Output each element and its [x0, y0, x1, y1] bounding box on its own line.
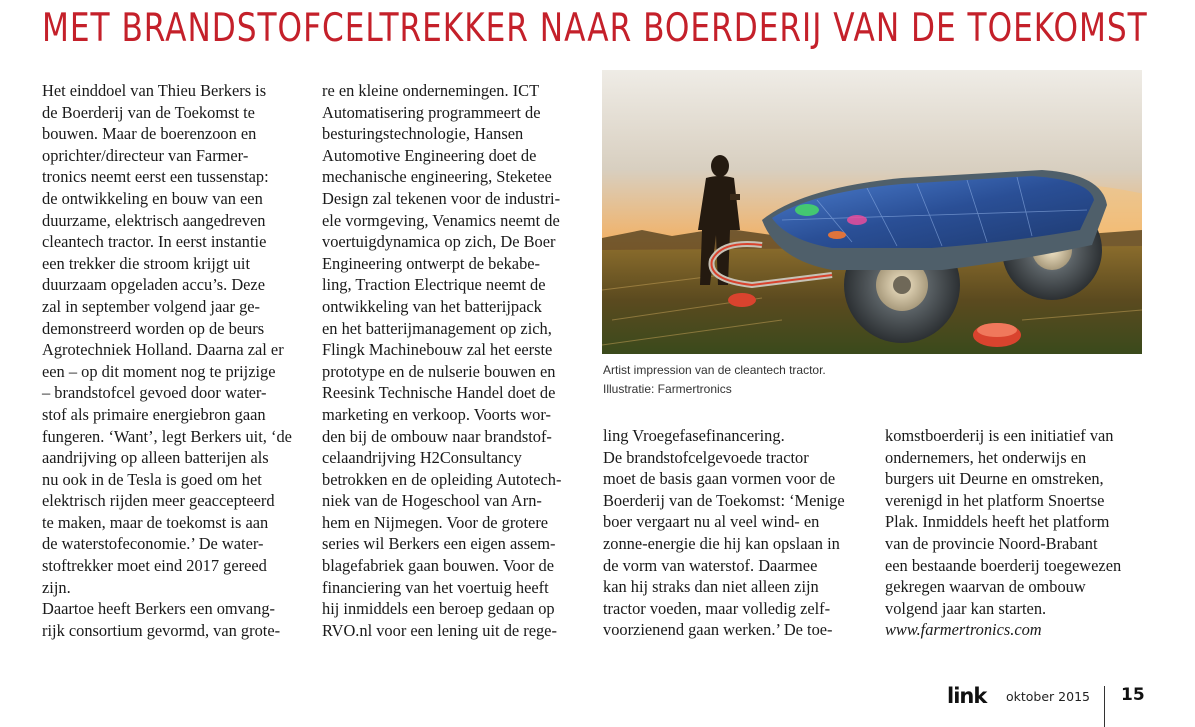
text-line: re en kleine ondernemingen. ICT: [322, 81, 540, 100]
text-line: RVO.nl voor een lening uit de rege-: [322, 620, 557, 640]
text-line: financiering van het voertuig heeft: [322, 577, 549, 597]
text-line: Automatisering programmeert de: [322, 102, 541, 122]
text-line: ling Vroegefasefinancering.: [603, 426, 785, 445]
text-line: fungeren. ‘Want’, legt Berkers uit, ‘de: [42, 426, 292, 446]
text-line: elektrisch rijden meer geaccepteerd: [42, 491, 275, 511]
text-line: Design zal tekenen voor de industri-: [322, 188, 561, 208]
caption-credit: Illustratie: Farmertronics: [603, 382, 732, 396]
text-line: rijk consortium gevormd, van grote-: [42, 620, 281, 640]
text-line: niek van de Hogeschool van Arn-: [322, 491, 542, 511]
text-line: volgend jaar kan starten.: [885, 598, 1047, 618]
text-line: Engineering ontwerpt de bekabe-: [322, 253, 541, 273]
text-line: hij inmiddels een beroep gedaan op: [322, 599, 555, 619]
text-line: zal in september volgend jaar ge-: [42, 296, 260, 316]
text-line: Het einddoel van Thieu Berkers is: [42, 81, 267, 100]
text-line: te maken, maar de toekomst is aan: [42, 512, 269, 532]
text-line: ele vormgeving, Venamics neemt de: [322, 210, 560, 230]
text-line: – brandstofcel gevoed door water-: [42, 383, 267, 403]
text-line: boer vergaart nu al veel wind- en: [603, 512, 820, 532]
text-line: bouwen. Maar de boerenzoon en: [42, 124, 257, 144]
text-line: de Boerderij van de Toekomst te: [42, 102, 255, 122]
text-line: gekregen waarvan de ombouw: [885, 577, 1086, 597]
text-line: Automotive Engineering doet de: [322, 145, 537, 165]
issue-date: oktober 2015: [1006, 689, 1090, 704]
text-line: tractor voeden, maar volledig zelf-: [603, 598, 831, 618]
text-column-4: [885, 425, 1145, 641]
text-line: duurzaam opgeladen accu’s. Deze: [42, 275, 265, 295]
text-line: besturingstechnologie, Hansen: [322, 124, 524, 144]
text-line: mechanische engineering, Steketee: [322, 167, 552, 187]
text-line: tronics neemt eerst een tussenstap:: [42, 167, 269, 187]
text-line: aandrijving op alleen batterijen als: [42, 448, 269, 468]
text-line: Flingk Machinebouw zal het eerste: [322, 340, 553, 360]
text-line: series wil Berkers een eigen assem-: [322, 534, 556, 554]
text-line: betrokken en de opleiding Autotech-: [322, 469, 562, 489]
text-line: Agrotechniek Holland. Daarna zal er: [42, 340, 284, 360]
figure-caption: [603, 361, 826, 399]
text-column-2: [322, 80, 582, 641]
text-line: stof als primaire energiebron gaan: [42, 404, 266, 424]
website-link[interactable]: www.farmertronics.com: [885, 620, 1042, 640]
text-line: burgers uit Deurne en omstreken,: [885, 469, 1104, 489]
text-line: Plak. Inmiddels heeft het platform: [885, 512, 1110, 532]
text-line: verenigd in het platform Snoertse: [885, 490, 1105, 510]
tractor-illustration: [602, 70, 1142, 354]
text-line: kan hij straks dan niet alleen zijn: [603, 577, 819, 597]
text-line: Boerderij van de Toekomst: ‘Menige: [603, 490, 845, 510]
text-line: demonstreerd worden op de beurs: [42, 318, 265, 338]
text-line: hem en Nijmegen. Voor de grotere: [322, 512, 549, 532]
page-number: 15: [1121, 685, 1145, 705]
text-line: een trekker die stroom krijgt uit: [42, 253, 251, 273]
text-line: zonne-energie die hij kan opslaan in: [603, 533, 840, 553]
text-line: ling, Traction Electrique neemt de: [322, 275, 546, 295]
text-line: zijn.: [42, 577, 71, 597]
magazine-logo: link: [947, 684, 987, 708]
text-line: komstboerderij is een initiatief van: [885, 426, 1114, 445]
caption-text: Artist impression van de cleantech tractor.: [603, 363, 826, 377]
text-line: een – op dit moment nog te prijzige: [42, 361, 276, 381]
text-line: Reesink Technische Handel doet de: [322, 383, 556, 403]
text-line: marketing en verkoop. Voorts wor-: [322, 404, 551, 424]
text-line: en het batterijmanagement op zich,: [322, 318, 552, 338]
text-line: prototype en de nulserie bouwen en: [322, 361, 556, 381]
text-column-3: [603, 425, 863, 641]
text-line: voertuigdynamica op zich, De Boer: [322, 232, 556, 252]
text-line: ondernemers, het onderwijs en: [885, 447, 1087, 467]
text-line: van de provincie Noord-Brabant: [885, 533, 1098, 553]
text-line: een bestaande boerderij toegewezen: [885, 555, 1122, 575]
text-line: duurzame, elektrisch aangedreven: [42, 210, 266, 230]
article-headline: MET BRANDSTOFCELTREKKER NAAR BOERDERIJ VAN DE TOEKOMST: [42, 6, 1148, 51]
text-line: nu ook in de Tesla is goed om het: [42, 469, 262, 489]
text-line: den bij de ombouw naar brandstof-: [322, 426, 552, 446]
text-line: moet de basis gaan vormen voor de: [603, 469, 836, 489]
text-line: blagefabriek gaan bouwen. Voor de: [322, 556, 554, 576]
text-line: celaandrijving H2Consultancy: [322, 448, 522, 468]
text-line: stoftrekker moet eind 2017 gereed: [42, 556, 267, 576]
text-line: de waterstofeconomie.’ De water-: [42, 534, 264, 554]
text-line: de ontwikkeling en bouw van een: [42, 188, 263, 208]
text-line: voorzienend gaan werken.’ De toe-: [603, 620, 833, 640]
text-line: Daartoe heeft Berkers een omvang-: [42, 599, 275, 619]
text-line: De brandstofcelgevoede tractor: [603, 447, 809, 467]
footer-divider: [1104, 686, 1105, 727]
text-line: oprichter/directeur van Farmer-: [42, 145, 249, 165]
text-line: de vorm van waterstof. Daarmee: [603, 555, 818, 575]
text-column-1: [42, 80, 302, 641]
text-line: cleantech tractor. In eerst instantie: [42, 232, 267, 252]
text-line: ontwikkeling van het batterijpack: [322, 296, 542, 316]
